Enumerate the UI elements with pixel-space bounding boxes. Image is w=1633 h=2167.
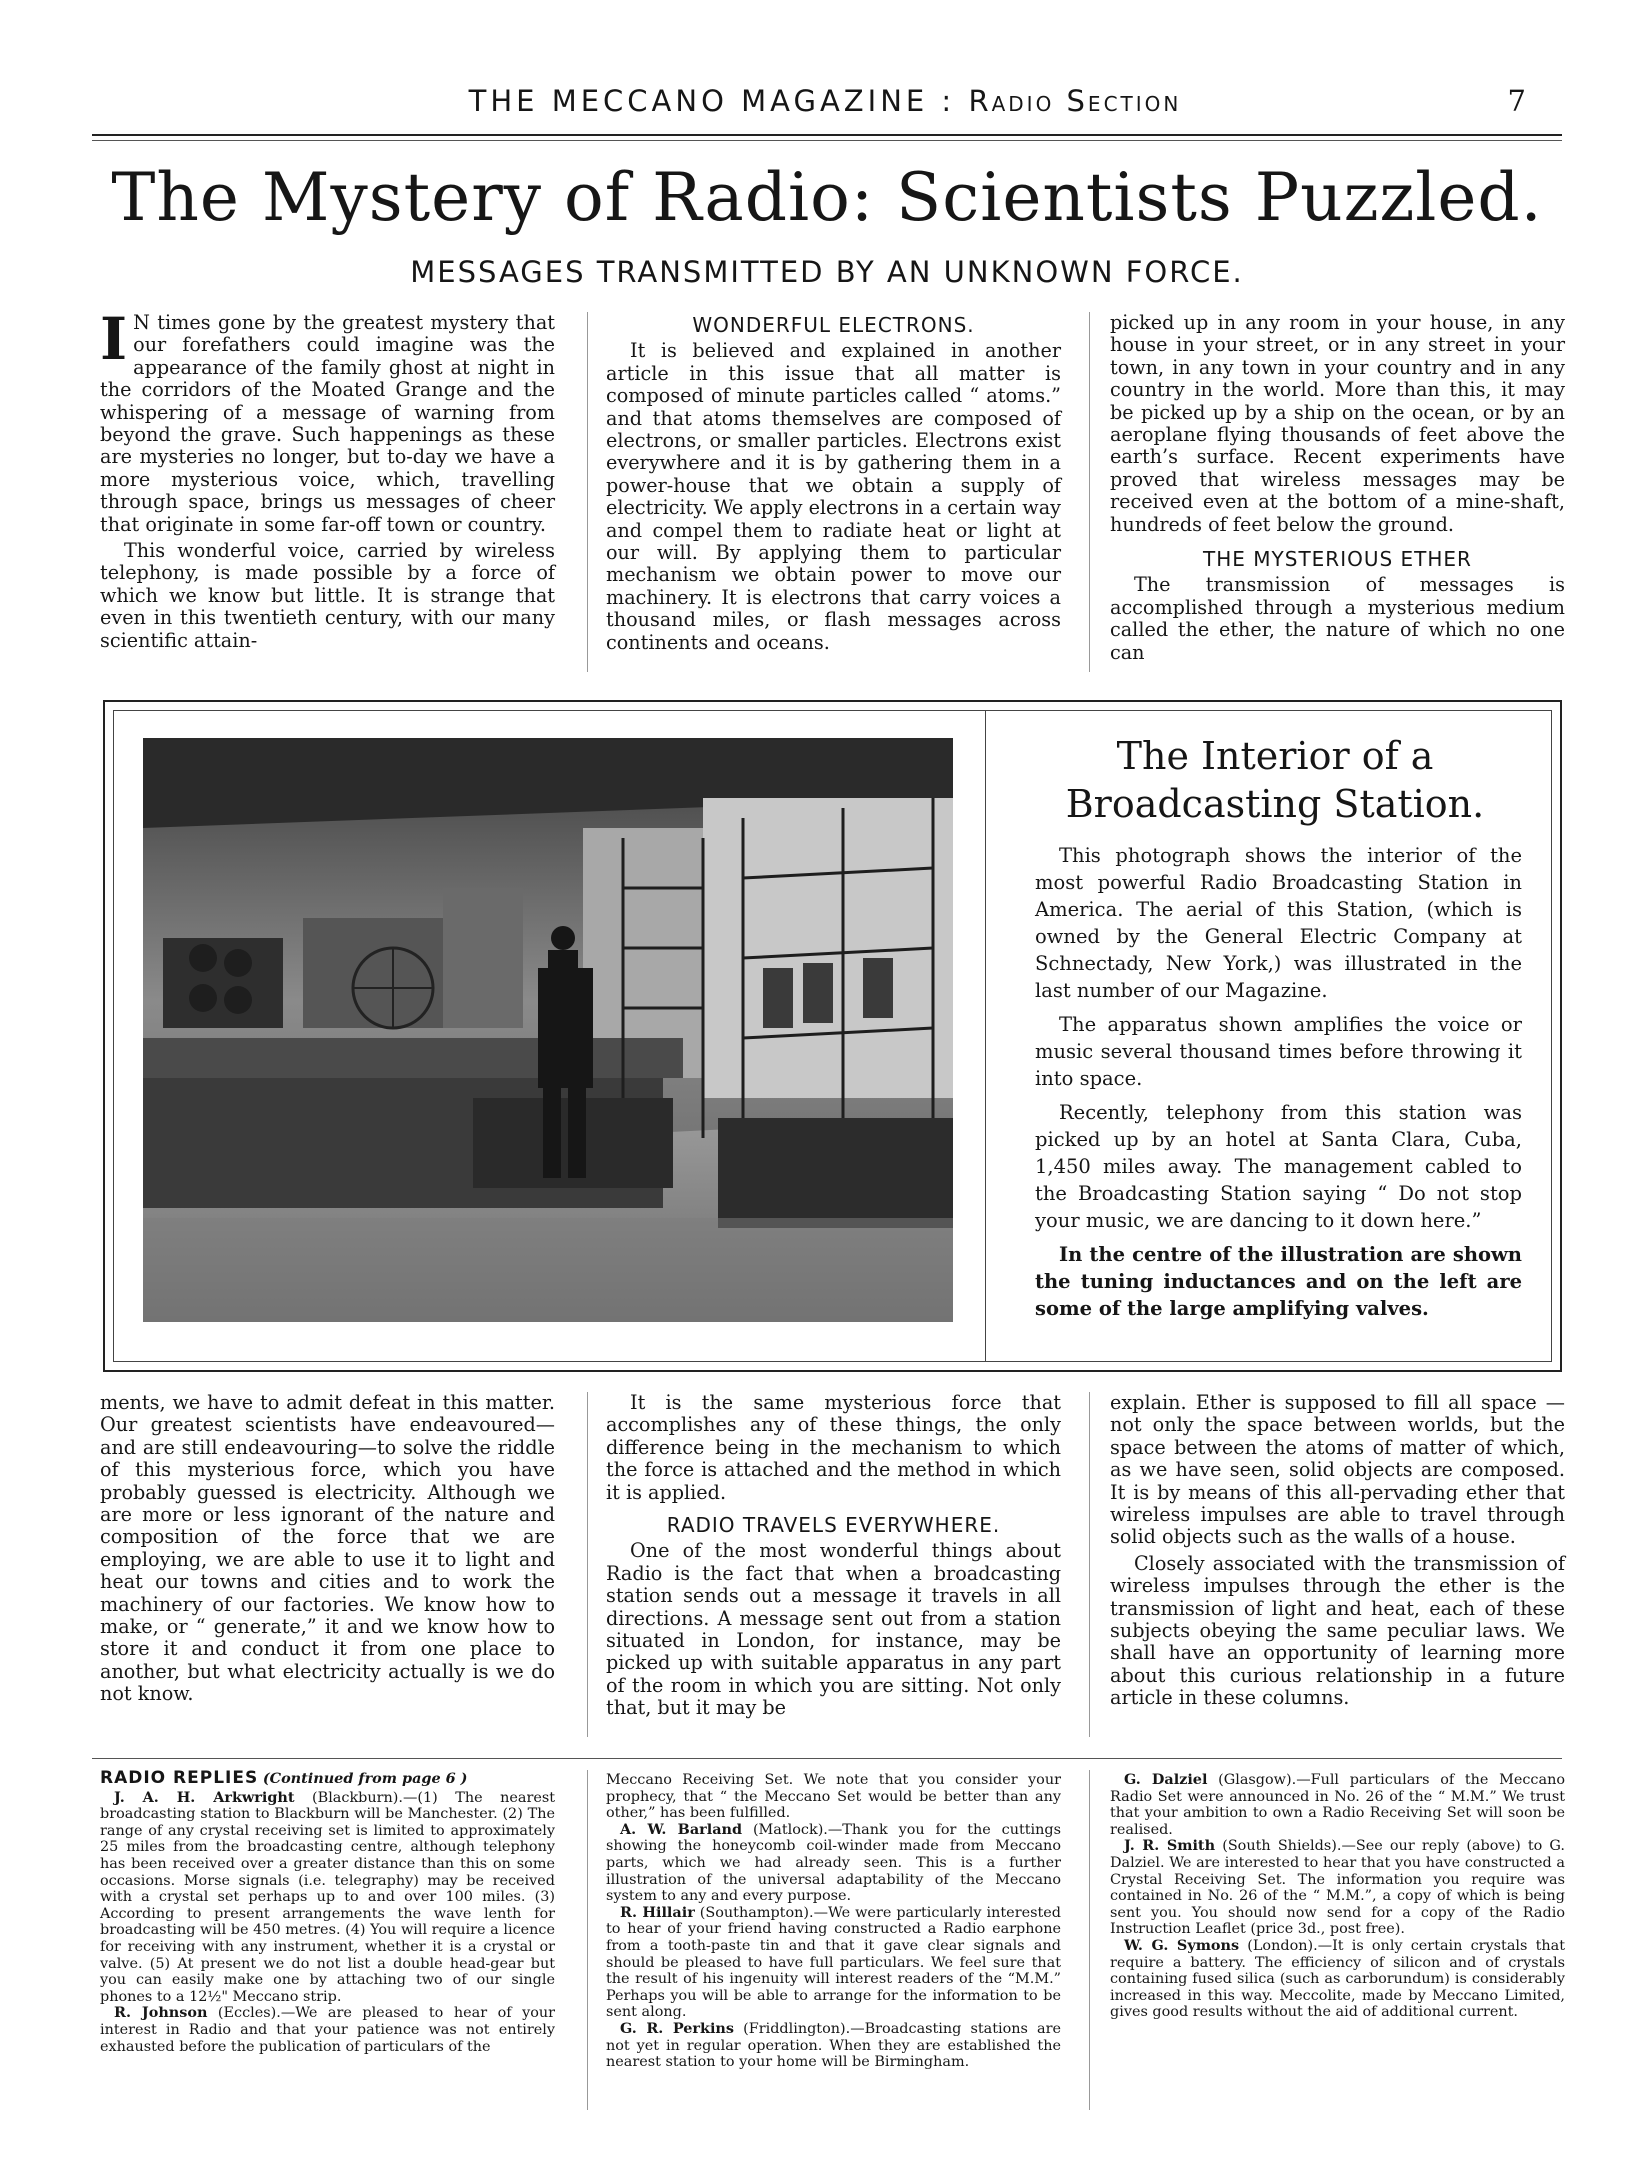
column-rule xyxy=(1089,1392,1090,1737)
column-2-top xyxy=(606,312,1061,658)
col2-bottom-para-1: It is the same mysterious force that accomplishes any of these things, the only difference being in the mechanism to which the force is attached and the method in which it is applied. xyxy=(606,1391,1061,1504)
broadcasting-station-photo xyxy=(143,738,953,1322)
column-rule xyxy=(587,1392,588,1737)
column-3-bottom xyxy=(1110,1392,1565,1714)
col1-bottom-para-1: ments, we have to admit defeat in this matter. Our greatest scientists have endeavoured—and are still endeavouring—to solve the riddle of this mysterious force, which you have probably guessed is electricity. Although we are more or less ignorant of the nature and composition of the force that we are employing, we are able to use it to light and heat our towns and cities and to work the machinery of our factories. We know how to make, or “ generate,” it and we know how to store it and conduct it from one place to another, but what electricity actually is we do not know. xyxy=(100,1391,555,1706)
radio-replies-col-3 xyxy=(1110,1772,1565,2021)
heading-wonderful-electrons: WONDERFUL ELECTRONS. xyxy=(692,313,975,337)
reply-item: Meccano Receiving Set. We note that you consider your prophecy, that “ the Meccano Set would be better than any other,” has been fulfilled. xyxy=(606,1772,1061,1822)
photo-feature-caption xyxy=(1035,842,1522,1329)
drop-cap: I xyxy=(100,305,128,373)
reply-item: W. G. Symons (London).—It is only certain crystals that require a battery. The efficiency of silicon and of crystals containing fused silica (such as carborundum) is considerably increased in this way. Meccolite, made by Meccano Limited, gives good results without the aid of additional current. xyxy=(1110,1936,1565,2021)
column-3-top xyxy=(1110,312,1565,668)
caption-para-3: Recently, telephony from this station was picked up by an hotel at Santa Clara, Cuba, 1,450 miles away. The management cabled to the Broadcasting Station saying “ Do not stop your music, we are dancing to it down here.” xyxy=(1035,1101,1522,1232)
headline: The Mystery of Radio: Scientists Puzzled. xyxy=(111,159,1543,236)
reply-item: J. A. H. Arkwright (Blackburn).—(1) The nearest broadcasting station to Blackburn will be Manchester. (2) The range of any crystal receiving set is limited to approximately 25 miles from the broadcasting centre, although telephony has been received over a greater distance than this on some occasions. Morse signals (i.e. telegraphy) may be received with a crystal set perhaps up to and over 100 miles. (3) According to present arrangements the wave lenth for broadcasting will be 450 metres. (4) You will require a licence for receiving with any instrument, whether it is a crystal or valve. (5) At present we do not list a double head-gear but you can easily make one by attaching two of our single phones to a 12½" Meccano strip. xyxy=(100,1788,556,2005)
caption-para-2: The apparatus shown amplifies the voice or music several thousand times before throwing it into space. xyxy=(1035,1013,1522,1090)
column-rule xyxy=(1089,1770,1090,2110)
col2-bottom-para-2: One of the most wonderful things about Radio is the fact that when a broadcasting station sends out a message it travels in all directions. A message sent out from a station situated in London, for instance, may be picked up with suitable apparatus in any part of the room in which you are sitting. Not only that, but it may be xyxy=(606,1539,1061,1720)
column-rule xyxy=(587,312,588,672)
reply-item: R. Hillair (Southampton).—We were particularly interested to hear of your friend having constructed a Radio earphone from a tooth-paste tin and that it gave clear signals and should be pleased to have full particulars. We feel sure that the result of his ingenuity will interest readers of the “M.M.” Perhaps you will be able to arrange for the information to be sent along. xyxy=(606,1903,1061,2021)
col2-top-para-1: It is believed and explained in another article in this issue that all matter is composed of minute particles called “ atoms.” and that atoms themselves are composed of electrons, or smaller particles. Electrons exist everywhere and it is by gathering them in a power-house that we obtain a supply of electricity. We apply electrons in a certain way and compel them to radiate heat or light at our will. By applying them to particular mechanism we obtain power to move our machinery. It is electrons that carry voices a thousand miles, or flash messages across continents and oceans. xyxy=(606,339,1061,654)
col3-top-para-1: picked up in any room in your house, in any house in your street, or in any street in your town, in any town in your country and in any country in the world. More than this, it may be picked up by a ship on the ocean, or by an aeroplane flying thousands of feet above the earth’s surface. Recent experiments have proved that wireless messages may be received even at the bottom of a mine-shaft, hundreds of feet below the ground. xyxy=(1110,311,1565,536)
running-header xyxy=(100,84,1550,124)
col1-top-para-1: N times gone by the greatest mystery that our forefathers could imagine was the appearance of the family ghost at night in the corridors of the Moated Grange and the whispering of a message of warning from beyond the grave. Such happenings as these are mysteries no longer, but to-day we have a more mysterious voice, which, travelling through space, brings us messages of cheer that originate in some far-off town or country. xyxy=(100,311,555,536)
reply-item: R. Johnson (Eccles).—We are pleased to hear of your interest in Radio and that your patience was not entirely exhausted before the publication of particulars of the xyxy=(100,2004,556,2055)
column-1-top xyxy=(100,305,555,656)
reply-item: G. R. Perkins (Friddlington).—Broadcasting stations are not yet in regular operation. When they are established the nearest station to your home will be Birmingham. xyxy=(606,2019,1062,2071)
page-number: 7 xyxy=(1507,84,1530,118)
replies-rule xyxy=(92,1758,1562,1759)
col3-top-para-2: The transmission of messages is accomplished through a mysterious medium called the ether, the nature of which no one can xyxy=(1110,573,1565,664)
radio-replies-col-2 xyxy=(606,1772,1061,2071)
col3-bottom-para-2: Closely associated with the transmission of wireless impulses through the ether is the transmission of light and heat, each of these subjects obeying the same peculiar laws. We shall have an opportunity of learning more about this curious relationship in a future article in these columns. xyxy=(1110,1551,1565,1710)
magazine-title: THE MECCANO MAGAZINE : xyxy=(468,84,956,118)
photo-feature-box xyxy=(103,700,1562,1372)
heading-radio-travels: RADIO TRAVELS EVERYWHERE. xyxy=(666,1513,1001,1538)
reply-item: J. R. Smith (South Shields).—See our reply (above) to G. Dalziel. We are interested to hear that you have constructed a Crystal Receiving Set. The information you require was contained in No. 26 of the “ M.M.”, a copy of which is being sent you. You should now send for a copy of the Radio Instruction Leaflet (price 3d., post free). xyxy=(1110,1837,1565,1938)
column-1-bottom xyxy=(100,1392,555,1710)
column-rule xyxy=(587,1770,588,2110)
continued-note: (Continued from page 6 ) xyxy=(262,1770,468,1787)
header-rule xyxy=(92,134,1562,141)
reply-item: G. Dalziel (Glasgow).—Full particulars of the Meccano Radio Set were announced in No. 26 of the “ M.M.” We trust that your ambition to own a Radio Receiving Set will soon be realised. xyxy=(1110,1771,1565,1838)
heading-mysterious-ether: THE MYSTERIOUS ETHER xyxy=(1203,547,1472,572)
photo-feature-title: The Interior of a Broadcasting Station. xyxy=(1065,734,1485,826)
section-title: Radio Section xyxy=(968,84,1182,118)
reply-item: A. W. Barland (Matlock).—Thank you for the cuttings showing the honeycomb coil-winder made from Meccano parts, which we had already seen. This is a further illustration of the universal adaptability of the Meccano system to any and every purpose. xyxy=(606,1820,1061,1905)
column-2-bottom xyxy=(606,1392,1061,1724)
caption-para-1: This photograph shows the interior of the most powerful Radio Broadcasting Station in America. The aerial of this Station, (which is owned by the General Electric Company at Schnectady, New York,) was illustrated in the last number of our Magazine. xyxy=(1035,844,1522,1002)
column-rule xyxy=(1089,312,1090,672)
col1-top-para-2: This wonderful voice, carried by wireless telephony, is made possible by a force of which we know but little. It is strange that even in this twentieth century, with our many scientific attain- xyxy=(100,539,555,652)
radio-replies-heading: RADIO REPLIES xyxy=(100,1768,259,1788)
col3-bottom-para-1: explain. Ether is supposed to fill all space — not only the space between worlds, but the space between the atoms of matter of which, as we have seen, solid objects are composed. It is by means of this all-pervading ether that wireless impulses are able to travel through solid objects such as the walls of a house. xyxy=(1110,1391,1565,1549)
subheadline: MESSAGES TRANSMITTED BY AN UNKNOWN FORCE. xyxy=(410,255,1244,289)
caption-para-4: In the centre of the illustration are shown the tuning inductances and on the left are some of the large amplifying valves. xyxy=(1035,1243,1522,1320)
radio-replies-col-1 xyxy=(100,1770,555,2055)
